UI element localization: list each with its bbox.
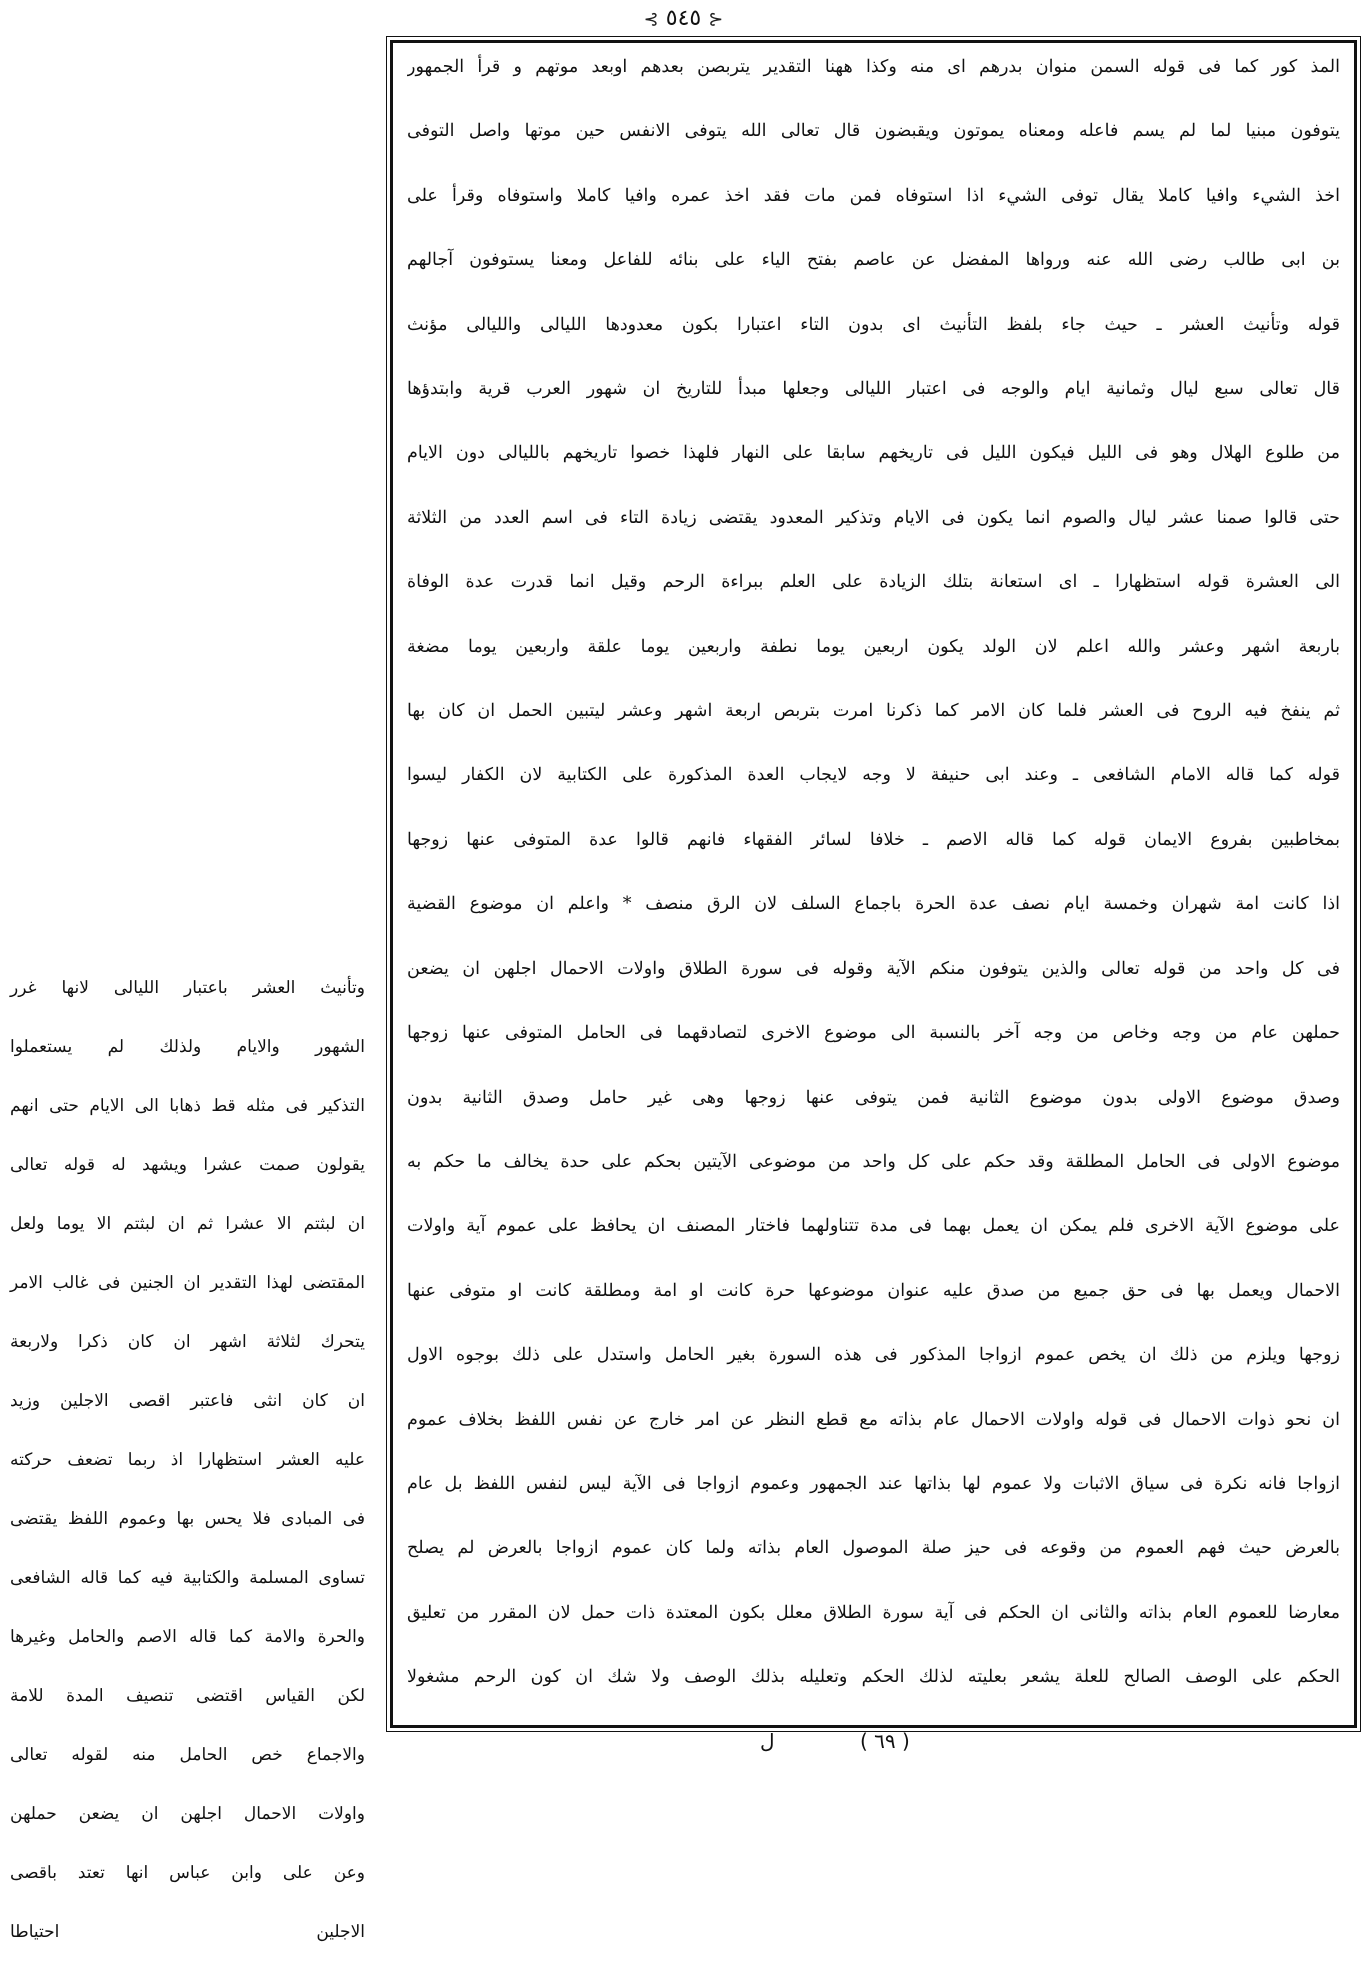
text-line: قال تعالى سبع ليال وثمانية ايام والوجه فى اعتبار الليالى وجعلها مبدأ للتاريخ ان شهور العرب قرية وابتدؤها bbox=[407, 379, 1340, 400]
text-line: الحكم على الوصف الصالح للعلة يشعر بعليته لذلك الحكم وتعليله بذلك الوصف ولا شك ان كون الرحم مشغولا bbox=[407, 1667, 1340, 1688]
text-line: ان نحو ذوات الاحمال فى قوله واولات الاحمال عام بذاته مع قطع النظر عن امر خارج عن نفس اللفظ بخلاف عموم bbox=[407, 1409, 1340, 1430]
text-line: حتى قالوا صمنا عشر ليال والصوم انما يكون فى الايام وتذكير المعدود يقتضى زيادة التاء فى اسم العدد من الثلاثة bbox=[407, 507, 1340, 528]
main-text-body bbox=[407, 51, 1340, 1717]
text-line: حملهن عام من وجه وخاص من وجه آخر بالنسبة الى موضوع الاخرى لتصادقهما فى الحامل المتوفى عنها زوجها bbox=[407, 1023, 1340, 1044]
text-line: معارضا للعموم العام بذاته والثانى ان الحكم فى آية سورة الطلاق معلل بكون المعتدة ذات حمل لان المقرر من تعليق bbox=[407, 1602, 1340, 1623]
note-line: التذكير فى مثله قط ذهابا الى الايام حتى انهم bbox=[10, 1096, 365, 1116]
note-line: الاجلين احتياطا bbox=[10, 1922, 365, 1942]
ornament-right-icon: ⊱ bbox=[708, 9, 724, 30]
ornament-left-icon: ⊰ bbox=[643, 9, 659, 30]
page-number: ٥٤٥ bbox=[665, 6, 702, 31]
note-line: الشهور والايام ولذلك لم يستعملوا bbox=[10, 1037, 365, 1057]
text-line: موضوع الاولى فى الحامل المطلقة وقد حكم على كل واحد من موضوعى الآيتين بحكم على حدة يخالف ما حكم به bbox=[407, 1151, 1340, 1172]
text-line: بن ابى طالب رضى الله عنه ورواها المفضل عن عاصم بفتح الياء على بنائه للفاعل ومعنا يستوفون آجالهم bbox=[407, 250, 1340, 271]
text-line: وصدق موضوع الاولى بدون موضوع الثانية فمن يتوفى عنها زوجها وهى غير حامل وصدق الثانية بدون bbox=[407, 1087, 1340, 1108]
text-line: قوله وتأنيث العشر ـ حيث جاء بلفظ التأنيث اى بدون التاء اعتبارا بكون معدودها الليالى والليالى مؤنث bbox=[407, 314, 1340, 335]
note-line: والاجماع خص الحامل منه لقوله تعالى bbox=[10, 1745, 365, 1765]
text-line: يتوفون مبنيا لما لم يسم فاعله ومعناه يموتون ويقبضون قال تعالى الله يتوفى الانفس حين موتها واصل التوفى bbox=[407, 121, 1340, 142]
text-line: المذ كور كما فى قوله السمن منوان بدرهم اى منه وكذا ههنا التقدير يتربصن بعدهم اوبعد موتهم و قرأ الجمهور bbox=[407, 57, 1340, 77]
text-line: من طلوع الهلال وهو فى الليل فيكون الليل فى تاريخهم سابقا على النهار فلهذا خصوا تاريخهم بالليالى دون الايام bbox=[407, 443, 1340, 464]
note-line: فى المبادى فلا يحس بها وعموم اللفظ يقتضى bbox=[10, 1509, 365, 1529]
text-line: الى العشرة قوله استظهارا ـ اى استعانة بتلك الزيادة على العلم ببراءة الرحم وقيل انما قدرت عدة الوفاة bbox=[407, 572, 1340, 593]
page-number-header bbox=[0, 4, 1367, 34]
note-line: ان لبثتم الا عشرا ثم ان لبثتم الا يوما ولعل bbox=[10, 1214, 365, 1234]
note-line: ان كان انثى فاعتبر اقصى الاجلين وزيد bbox=[10, 1391, 365, 1411]
text-line: فى كل واحد من قوله تعالى والذين يتوفون منكم الآية وقوله فى سورة الطلاق واولات الاحمال اجلهن ان يضعن bbox=[407, 958, 1340, 979]
note-line: المقتضى لهذا التقدير ان الجنين فى غالب الامر bbox=[10, 1273, 365, 1293]
text-line: بمخاطبين بفروع الايمان قوله كما قاله الاصم ـ خلافا لسائر الفقهاء فانهم قالوا عدة المتوفى عنها زوجها bbox=[407, 829, 1340, 850]
note-line: عليه العشر استظهارا اذ ربما تضعف حركته bbox=[10, 1450, 365, 1470]
note-line: يتحرك لثلاثة اشهر ان كان ذكرا ولاربعة bbox=[10, 1332, 365, 1352]
text-line: قوله كما قاله الامام الشافعى ـ وعند ابى حنيفة لا وجه لايجاب العدة المذكورة على الكتابية لان الكفار ليسوا bbox=[407, 765, 1340, 786]
text-line: الاحمال ويعمل بها فى حق جميع من صدق عليه عنوان موضوعها حرة كانت او امة ومطلقة كانت او متوفى عنها bbox=[407, 1280, 1340, 1301]
note-line: وعن على وابن عباس انها تعتد باقصى bbox=[10, 1863, 365, 1883]
text-line: ثم ينفخ فيه الروح فى العشر فلما كان الامر كما ذكرنا امرت بتربص اربعة اشهر وعشر ليتبين الحمل ان كان بها bbox=[407, 701, 1340, 722]
note-line: يقولون صمت عشرا ويشهد له قوله تعالى bbox=[10, 1155, 365, 1175]
text-line: على موضوع الآية الاخرى فلم يمكن ان يعمل بهما فى مدة تتناولهما فاختار المصنف ان يحافظ على عموم آية واولات bbox=[407, 1216, 1340, 1237]
note-line: واولات الاحمال اجلهن ان يضعن حملهن bbox=[10, 1804, 365, 1824]
note-line: تساوى المسلمة والكتابية فيه كما قاله الشافعى bbox=[10, 1568, 365, 1588]
text-line: بالعرض حيث فهم العموم من وقوعه فى حيز صلة الموصول العام بذاته ولما كان عموم ازواجا بالعرض لم يصلح bbox=[407, 1538, 1340, 1559]
text-line: باربعة اشهر وعشر والله اعلم لان الولد يكون اربعين يوما نطفة واربعين يوما علقة واربعين يوما مضغة bbox=[407, 636, 1340, 657]
note-line: لكن القياس اقتضى تنصيف المدة للامة bbox=[10, 1686, 365, 1706]
text-line: اخذ الشيء وافيا كاملا يقال توفى الشيء اذا استوفاه فمن مات فقد اخذ عمره وافيا كاملا واستوفاه وقرأ على bbox=[407, 185, 1340, 206]
footer-page-number: ( ٦٩ ) bbox=[860, 1729, 910, 1753]
text-line: ازواجا فانه نكرة فى سياق الاثبات ولا عموم لها بذاتها عند الجمهور وعموم ازواجا فى الآية ليس لنفس اللفظ بل عام bbox=[407, 1473, 1340, 1494]
text-line: اذا كانت امة شهران وخمسة ايام نصف عدة الحرة باجماع السلف لان الرق منصف * واعلم ان موضوع القضية bbox=[407, 894, 1340, 915]
note-line: والحرة والامة كما قاله الاصم والحامل وغيرها bbox=[10, 1627, 365, 1647]
main-text-frame bbox=[390, 40, 1357, 1728]
note-line: وتأنيث العشر باعتبار الليالى لانها غرر bbox=[10, 978, 365, 998]
text-line: زوجها ويلزم من ذلك ان يخص عموم ازواجا المذكور فى هذه السورة بغير الحامل واستدل على ذلك بوجوه الاول bbox=[407, 1345, 1340, 1366]
footer-signature: ل bbox=[760, 1729, 775, 1753]
marginal-note bbox=[10, 974, 365, 1977]
